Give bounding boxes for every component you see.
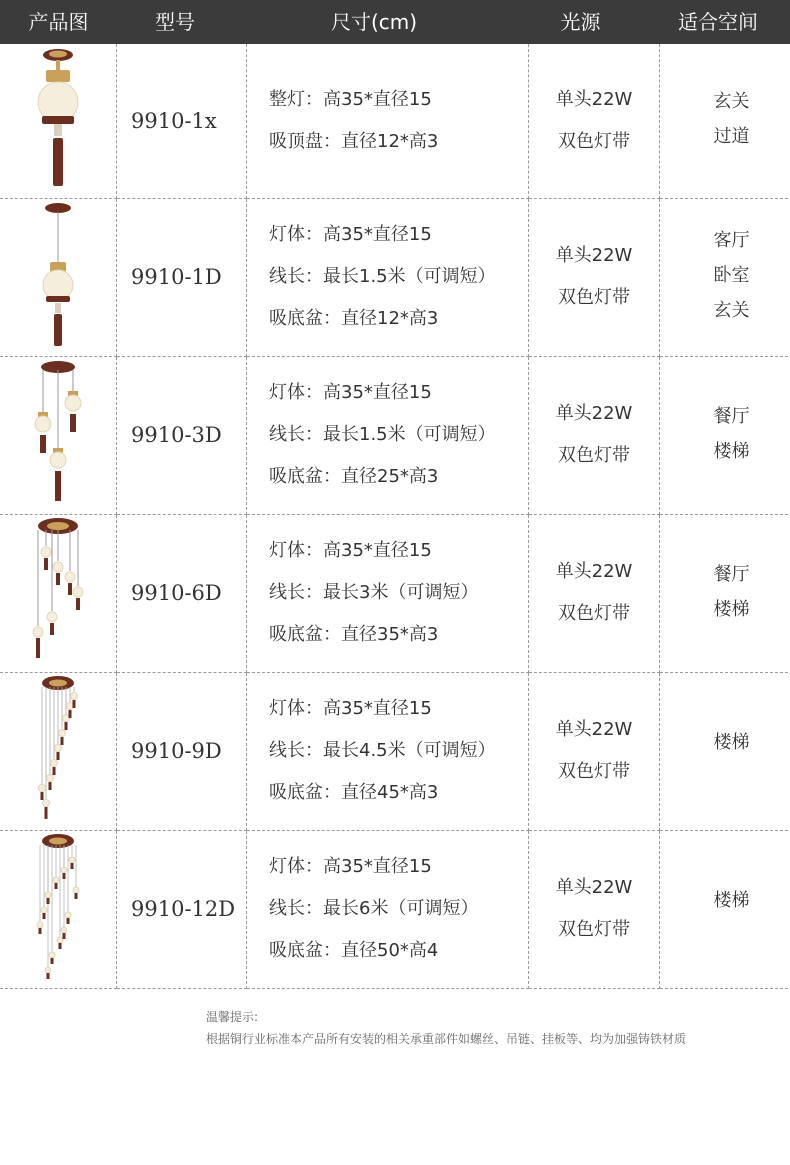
header-size: 尺寸(cm) bbox=[330, 10, 418, 34]
light-line: 双色灯带 bbox=[558, 919, 630, 940]
space-line: 楼梯 bbox=[713, 598, 750, 620]
header-space: 适合空间 bbox=[678, 10, 758, 34]
size-cell bbox=[247, 356, 529, 514]
space-line: 玄关 bbox=[713, 91, 750, 112]
size-line: 吸底盆：直径12*高3 bbox=[269, 308, 439, 329]
space-line: 玄关 bbox=[713, 299, 750, 321]
size-line: 线长：最长4.5米（可调短） bbox=[269, 740, 496, 761]
model-cell: 9910-1D bbox=[117, 198, 247, 356]
size-cell bbox=[247, 44, 529, 198]
space-line: 卧室 bbox=[713, 264, 750, 286]
footer-note bbox=[206, 1006, 686, 1050]
six-pendant-lamp-icon bbox=[28, 516, 88, 666]
light-cell bbox=[529, 356, 660, 514]
size-line: 灯体：高35*直径15 bbox=[269, 224, 432, 245]
space-cell bbox=[660, 830, 790, 988]
size-cell bbox=[247, 514, 529, 672]
model-cell: 9910-1x bbox=[117, 44, 247, 198]
pendant-lamp-icon bbox=[28, 200, 88, 350]
light-line: 单头22W bbox=[555, 877, 633, 898]
size-line: 灯体：高35*直径15 bbox=[269, 540, 432, 561]
table-header bbox=[0, 0, 790, 44]
table-row bbox=[0, 356, 790, 514]
size-line: 吸顶盘：直径12*高3 bbox=[269, 130, 439, 152]
size-cell bbox=[247, 672, 529, 830]
light-cell bbox=[529, 830, 660, 988]
size-line: 线长：最长1.5米（可调短） bbox=[269, 266, 496, 287]
light-cell bbox=[529, 198, 660, 356]
table-row bbox=[0, 44, 790, 198]
space-cell bbox=[660, 356, 790, 514]
space-cell bbox=[660, 514, 790, 672]
table-row bbox=[0, 672, 790, 830]
space-line: 过道 bbox=[713, 126, 750, 147]
table-row bbox=[0, 198, 790, 356]
table-row bbox=[0, 514, 790, 672]
space-cell bbox=[660, 672, 790, 830]
table-row bbox=[0, 830, 790, 988]
model-cell: 9910-3D bbox=[117, 356, 247, 514]
light-cell bbox=[529, 44, 660, 198]
light-line: 单头22W bbox=[555, 719, 633, 740]
size-line: 线长：最长6米（可调短） bbox=[269, 898, 479, 919]
light-line: 双色灯带 bbox=[558, 287, 630, 308]
product-table bbox=[0, 44, 790, 989]
footer-title: 温馨提示: bbox=[206, 1010, 259, 1024]
header-image: 产品图 bbox=[28, 10, 89, 34]
product-image-cell bbox=[0, 514, 117, 672]
light-line: 双色灯带 bbox=[558, 603, 630, 624]
space-cell bbox=[660, 44, 790, 198]
size-cell bbox=[247, 830, 529, 988]
nine-pendant-lamp-icon bbox=[28, 674, 88, 824]
size-line: 灯体：高35*直径15 bbox=[269, 698, 432, 719]
product-image-cell bbox=[0, 672, 117, 830]
light-line: 双色灯带 bbox=[558, 445, 630, 466]
space-line: 楼梯 bbox=[713, 731, 750, 753]
product-image-cell bbox=[0, 356, 117, 514]
light-line: 单头22W bbox=[555, 88, 633, 110]
product-image-cell bbox=[0, 830, 117, 988]
size-cell bbox=[247, 198, 529, 356]
size-line: 整灯：高35*直径15 bbox=[269, 88, 432, 110]
product-image-cell bbox=[0, 44, 117, 198]
header-light: 光源 bbox=[560, 10, 601, 34]
light-line: 单头22W bbox=[555, 245, 633, 266]
model-cell: 9910-9D bbox=[117, 672, 247, 830]
size-line: 灯体：高35*直径15 bbox=[269, 382, 432, 403]
light-cell bbox=[529, 514, 660, 672]
size-line: 吸底盆：直径50*高4 bbox=[269, 940, 439, 961]
size-line: 线长：最长3米（可调短） bbox=[269, 582, 479, 603]
space-line: 楼梯 bbox=[713, 889, 750, 911]
size-line: 线长：最长1.5米（可调短） bbox=[269, 424, 496, 445]
space-line: 餐厅 bbox=[713, 563, 750, 585]
size-line: 吸底盆：直径35*高3 bbox=[269, 624, 439, 645]
header-model: 型号 bbox=[155, 10, 195, 34]
light-line: 单头22W bbox=[555, 403, 633, 424]
light-line: 双色灯带 bbox=[558, 130, 630, 152]
light-cell bbox=[529, 672, 660, 830]
model-cell: 9910-12D bbox=[117, 830, 247, 988]
space-line: 楼梯 bbox=[713, 440, 750, 462]
size-line: 吸底盆：直径25*高3 bbox=[269, 466, 439, 487]
light-line: 双色灯带 bbox=[558, 761, 630, 782]
space-line: 餐厅 bbox=[713, 405, 750, 427]
pendant-lamp-icon bbox=[28, 46, 88, 191]
space-cell bbox=[660, 198, 790, 356]
twelve-pendant-lamp-icon bbox=[28, 832, 88, 982]
footer-text: 根据铜行业标准本产品所有安装的相关承重部件如螺丝、吊链、挂板等、均为加强铸铁材质 bbox=[206, 1032, 687, 1046]
size-line: 灯体：高35*直径15 bbox=[269, 856, 432, 877]
model-cell: 9910-6D bbox=[117, 514, 247, 672]
three-pendant-lamp-icon bbox=[28, 358, 88, 508]
size-line: 吸底盆：直径45*高3 bbox=[269, 782, 439, 803]
space-line: 客厅 bbox=[713, 229, 750, 251]
product-image-cell bbox=[0, 198, 117, 356]
light-line: 单头22W bbox=[555, 561, 633, 582]
